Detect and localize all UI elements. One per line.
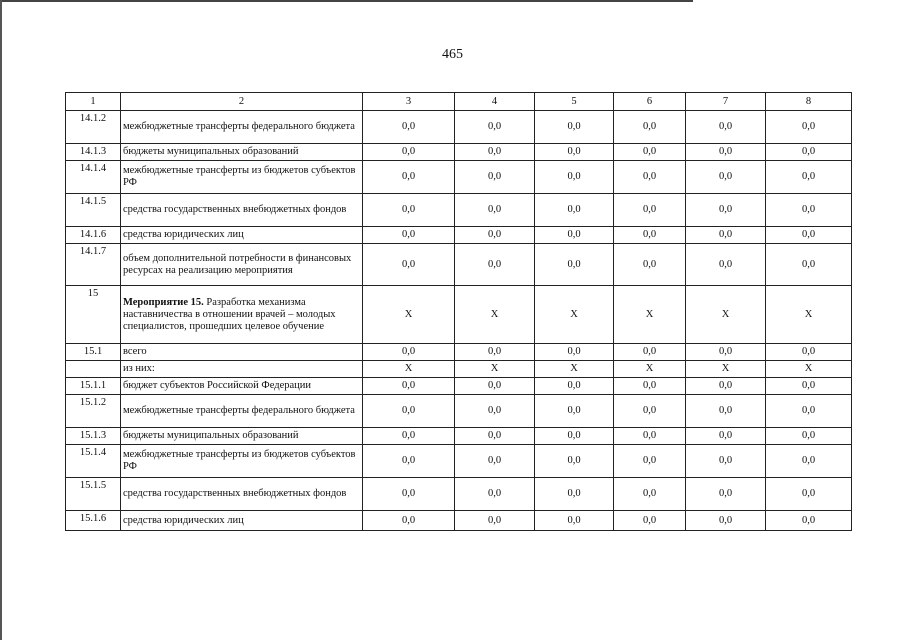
- row-number: 14.1.5: [66, 194, 121, 227]
- value-cell: Х: [686, 361, 766, 378]
- row-label: средства юридических лиц: [123, 514, 244, 526]
- scan-left-edge: [0, 0, 2, 640]
- value-cell: 0,0: [686, 478, 766, 511]
- row-number: 15.1.3: [66, 428, 121, 445]
- value-cell: 0,0: [614, 445, 686, 478]
- value-cell: 0,0: [455, 161, 535, 194]
- value-cell: 0,0: [455, 144, 535, 161]
- column-header: 1: [66, 93, 121, 111]
- value-cell: 0,0: [686, 378, 766, 395]
- value-cell: 0,0: [535, 344, 614, 361]
- table-row: [66, 361, 852, 378]
- value-cell: 0,0: [686, 111, 766, 144]
- column-header: 5: [535, 93, 614, 111]
- value-cell: 0,0: [614, 344, 686, 361]
- value-cell: 0,0: [363, 428, 455, 445]
- budget-table: [65, 92, 852, 531]
- column-header: 8: [766, 93, 852, 111]
- row-description: [121, 244, 363, 286]
- value-cell: 0,0: [686, 161, 766, 194]
- table-row: [66, 144, 852, 161]
- row-label: средства юридических лиц: [123, 229, 244, 240]
- value-cell: 0,0: [766, 445, 852, 478]
- row-number: [66, 361, 121, 378]
- value-cell: 0,0: [535, 395, 614, 428]
- row-description: [121, 378, 363, 395]
- value-cell: 0,0: [766, 194, 852, 227]
- table-row: [66, 286, 852, 344]
- value-cell: 0,0: [686, 227, 766, 244]
- row-number: 15.1.2: [66, 395, 121, 428]
- value-cell: 0,0: [766, 227, 852, 244]
- row-label: бюджеты муниципальных образований: [123, 430, 299, 441]
- row-description: [121, 194, 363, 227]
- table-header-row: [66, 93, 852, 111]
- value-cell: 0,0: [455, 445, 535, 478]
- row-label: средства государственных внебюджетных фондов: [123, 488, 347, 499]
- table-row: [66, 194, 852, 227]
- row-label: объем дополнительной потребности в финансовых ресурсах на реализацию мероприятия: [123, 252, 352, 276]
- value-cell: 0,0: [766, 161, 852, 194]
- value-cell: 0,0: [686, 194, 766, 227]
- row-label: Разработка механизма наставничества в отношении врачей – молодых специалистов, прошедших целевое обучение: [123, 296, 336, 332]
- value-cell: 0,0: [455, 395, 535, 428]
- column-header: 7: [686, 93, 766, 111]
- value-cell: 0,0: [455, 111, 535, 144]
- row-number: 14.1.7: [66, 244, 121, 286]
- table-row: [66, 161, 852, 194]
- row-label: бюджеты муниципальных образований: [123, 146, 299, 157]
- row-description: [121, 111, 363, 144]
- value-cell: 0,0: [363, 511, 455, 531]
- value-cell: 0,0: [766, 111, 852, 144]
- value-cell: 0,0: [614, 144, 686, 161]
- value-cell: 0,0: [766, 428, 852, 445]
- value-cell: 0,0: [686, 144, 766, 161]
- value-cell: Х: [686, 286, 766, 344]
- column-header: 3: [363, 93, 455, 111]
- row-label: межбюджетные трансферты из бюджетов субъектов РФ: [123, 165, 356, 188]
- value-cell: 0,0: [455, 511, 535, 531]
- value-cell: 0,0: [614, 161, 686, 194]
- value-cell: 0,0: [363, 144, 455, 161]
- table-row: [66, 478, 852, 511]
- value-cell: 0,0: [686, 344, 766, 361]
- value-cell: 0,0: [614, 244, 686, 286]
- row-description: [121, 144, 363, 161]
- row-number: 15: [66, 286, 121, 344]
- value-cell: Х: [363, 361, 455, 378]
- measure-title: Мероприятие 15.: [123, 296, 204, 308]
- value-cell: 0,0: [766, 344, 852, 361]
- value-cell: Х: [614, 286, 686, 344]
- row-description: [121, 286, 363, 344]
- value-cell: 0,0: [766, 244, 852, 286]
- row-number: 14.1.3: [66, 144, 121, 161]
- value-cell: 0,0: [535, 244, 614, 286]
- value-cell: 0,0: [455, 478, 535, 511]
- row-label: межбюджетные трансферты из бюджетов субъектов РФ: [123, 449, 356, 472]
- value-cell: 0,0: [535, 161, 614, 194]
- value-cell: 0,0: [535, 511, 614, 531]
- row-description: [121, 361, 363, 378]
- row-description: [121, 511, 363, 531]
- row-description: [121, 227, 363, 244]
- value-cell: 0,0: [686, 244, 766, 286]
- table-row: [66, 111, 852, 144]
- value-cell: 0,0: [614, 395, 686, 428]
- value-cell: Х: [535, 361, 614, 378]
- row-description: [121, 161, 363, 194]
- table-row: [66, 428, 852, 445]
- value-cell: 0,0: [614, 378, 686, 395]
- value-cell: 0,0: [535, 111, 614, 144]
- value-cell: 0,0: [614, 478, 686, 511]
- row-number: 14.1.4: [66, 161, 121, 194]
- value-cell: 0,0: [766, 478, 852, 511]
- value-cell: 0,0: [535, 227, 614, 244]
- row-number: 15.1.1: [66, 378, 121, 395]
- value-cell: Х: [766, 286, 852, 344]
- row-label: межбюджетные трансферты федерального бюджета: [123, 405, 355, 416]
- row-number: 15.1: [66, 344, 121, 361]
- row-description: [121, 428, 363, 445]
- value-cell: 0,0: [363, 395, 455, 428]
- row-number: 15.1.6: [66, 511, 121, 531]
- value-cell: 0,0: [363, 344, 455, 361]
- value-cell: 0,0: [363, 227, 455, 244]
- value-cell: 0,0: [686, 428, 766, 445]
- value-cell: 0,0: [614, 227, 686, 244]
- value-cell: 0,0: [455, 194, 535, 227]
- value-cell: 0,0: [766, 395, 852, 428]
- table-row: [66, 511, 852, 531]
- value-cell: 0,0: [535, 478, 614, 511]
- column-header: 2: [121, 93, 363, 111]
- value-cell: 0,0: [363, 161, 455, 194]
- value-cell: 0,0: [766, 144, 852, 161]
- row-description: [121, 395, 363, 428]
- value-cell: 0,0: [363, 111, 455, 144]
- row-label: межбюджетные трансферты федерального бюджета: [123, 121, 355, 132]
- value-cell: 0,0: [535, 194, 614, 227]
- value-cell: 0,0: [455, 378, 535, 395]
- row-number: 14.1.6: [66, 227, 121, 244]
- value-cell: 0,0: [455, 227, 535, 244]
- column-header: 4: [455, 93, 535, 111]
- row-number: 14.1.2: [66, 111, 121, 144]
- value-cell: 0,0: [766, 378, 852, 395]
- value-cell: Х: [766, 361, 852, 378]
- value-cell: Х: [535, 286, 614, 344]
- value-cell: Х: [363, 286, 455, 344]
- row-number: 15.1.5: [66, 478, 121, 511]
- row-number: 15.1.4: [66, 445, 121, 478]
- value-cell: 0,0: [535, 445, 614, 478]
- row-label: всего: [123, 346, 147, 357]
- page-number: 465: [442, 47, 463, 62]
- value-cell: Х: [614, 361, 686, 378]
- row-label: средства государственных внебюджетных фондов: [123, 204, 347, 215]
- value-cell: 0,0: [614, 511, 686, 531]
- column-header: 6: [614, 93, 686, 111]
- value-cell: 0,0: [614, 194, 686, 227]
- value-cell: Х: [455, 361, 535, 378]
- row-description: [121, 344, 363, 361]
- value-cell: 0,0: [363, 478, 455, 511]
- value-cell: 0,0: [535, 378, 614, 395]
- row-label: бюджет субъектов Российской Федерации: [123, 380, 311, 391]
- value-cell: Х: [455, 286, 535, 344]
- table-row: [66, 227, 852, 244]
- value-cell: 0,0: [686, 511, 766, 531]
- table-row: [66, 344, 852, 361]
- value-cell: 0,0: [455, 344, 535, 361]
- value-cell: 0,0: [766, 511, 852, 531]
- table-row: [66, 445, 852, 478]
- scan-top-edge: [0, 0, 693, 2]
- value-cell: 0,0: [455, 244, 535, 286]
- value-cell: 0,0: [363, 194, 455, 227]
- value-cell: 0,0: [686, 445, 766, 478]
- value-cell: 0,0: [363, 244, 455, 286]
- row-label: из них:: [123, 363, 155, 374]
- table-row: [66, 395, 852, 428]
- row-description: [121, 445, 363, 478]
- value-cell: 0,0: [363, 378, 455, 395]
- value-cell: 0,0: [535, 144, 614, 161]
- value-cell: 0,0: [455, 428, 535, 445]
- table-row: [66, 378, 852, 395]
- value-cell: 0,0: [614, 111, 686, 144]
- value-cell: 0,0: [614, 428, 686, 445]
- value-cell: 0,0: [686, 395, 766, 428]
- value-cell: 0,0: [363, 445, 455, 478]
- table-row: [66, 244, 852, 286]
- row-description: [121, 478, 363, 511]
- value-cell: 0,0: [535, 428, 614, 445]
